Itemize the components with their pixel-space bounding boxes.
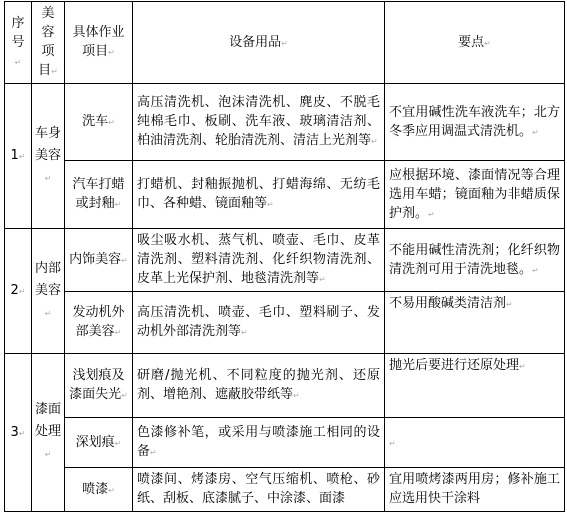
- category-cell: 漆面处理↵: [32, 354, 65, 512]
- seq-cell: 1↵: [5, 84, 32, 229]
- seq-cell: 2↵: [5, 229, 32, 354]
- table-row: [5, 161, 565, 229]
- notes-cell: 不能用碱性清洗剂；化纤织物清洗剂可用于清洗地毯。↵: [385, 229, 565, 292]
- category-cell: 车身美容↵: [32, 84, 65, 229]
- item-cell: 洗车↵: [65, 84, 133, 161]
- table-row: [5, 418, 565, 468]
- notes-cell: 宜用喷烤漆两用房；修补施工应选用快干涂料: [385, 468, 565, 512]
- seq-cell: 3↵: [5, 354, 32, 512]
- equipment-cell: 打蜡机、封釉振抛机、打蜡海绵、无纺毛巾、各种蜡、镜面釉等↵: [133, 161, 385, 229]
- equipment-cell: 喷漆间、烤漆房、空气压缩机、喷枪、砂纸、刮板、底漆腻子、中涂漆、面漆: [133, 468, 385, 512]
- equipment-cell: 吸尘吸水机、蒸气机、喷壶、毛巾、皮革清洗剂、塑料清洗剂、化纤织物清洗剂、皮革上光保护剂、地毯清洗剂等↵: [133, 229, 385, 292]
- item-cell: 浅划痕及漆面失光↵: [65, 354, 133, 418]
- car-care-table: [4, 1, 565, 512]
- notes-cell: 不易用酸碱类清洁剂↵: [385, 292, 565, 354]
- notes-cell: ↵: [385, 418, 565, 468]
- header-row: [5, 2, 565, 84]
- header-equipment: 设备用品↵: [133, 2, 385, 84]
- equipment-cell: 研磨/抛光机、不同粒度的抛光剂、还原剂、增艳剂、遮蔽胶带纸等↵: [133, 354, 385, 418]
- table-row: [5, 292, 565, 354]
- category-cell: 内部美容↵: [32, 229, 65, 354]
- notes-cell: 不宜用碱性洗车液洗车；北方冬季应用调温式清洗机。↵: [385, 84, 565, 161]
- equipment-cell: 高压清洗机、喷壶、毛巾、塑料刷子、发动机外部清洗剂等↵: [133, 292, 385, 354]
- notes-cell: 应根据环境、漆面情况等合理选用车蜡；镜面釉为非蜡质保护剂。↵: [385, 161, 565, 229]
- item-cell: 深划痕↵: [65, 418, 133, 468]
- notes-cell: 抛光后要进行还原处理↵: [385, 354, 565, 418]
- header-seq: 序号↵: [5, 2, 32, 84]
- equipment-cell: 高压清洗机、泡沫清洗机、麂皮、不脱毛纯棉毛巾、板刷、洗车液、玻璃清洁剂、柏油清洗剂、轮胎清洗剂、清洁上光剂等↵: [133, 84, 385, 161]
- header-item: 具体作业项目↵: [65, 2, 133, 84]
- table-row: [5, 354, 565, 418]
- table-row: [5, 229, 565, 292]
- header-category: 美容项目↵: [32, 2, 65, 84]
- table-row: [5, 84, 565, 161]
- item-cell: 内饰美容↵: [65, 229, 133, 292]
- item-cell: 汽车打蜡或封釉↵: [65, 161, 133, 229]
- item-cell: 喷漆↵: [65, 468, 133, 512]
- item-cell: 发动机外部美容↵: [65, 292, 133, 354]
- header-notes: 要点↵: [385, 2, 565, 84]
- table-row: [5, 468, 565, 512]
- equipment-cell: 色漆修补笔，或采用与喷漆施工相同的设备↵: [133, 418, 385, 468]
